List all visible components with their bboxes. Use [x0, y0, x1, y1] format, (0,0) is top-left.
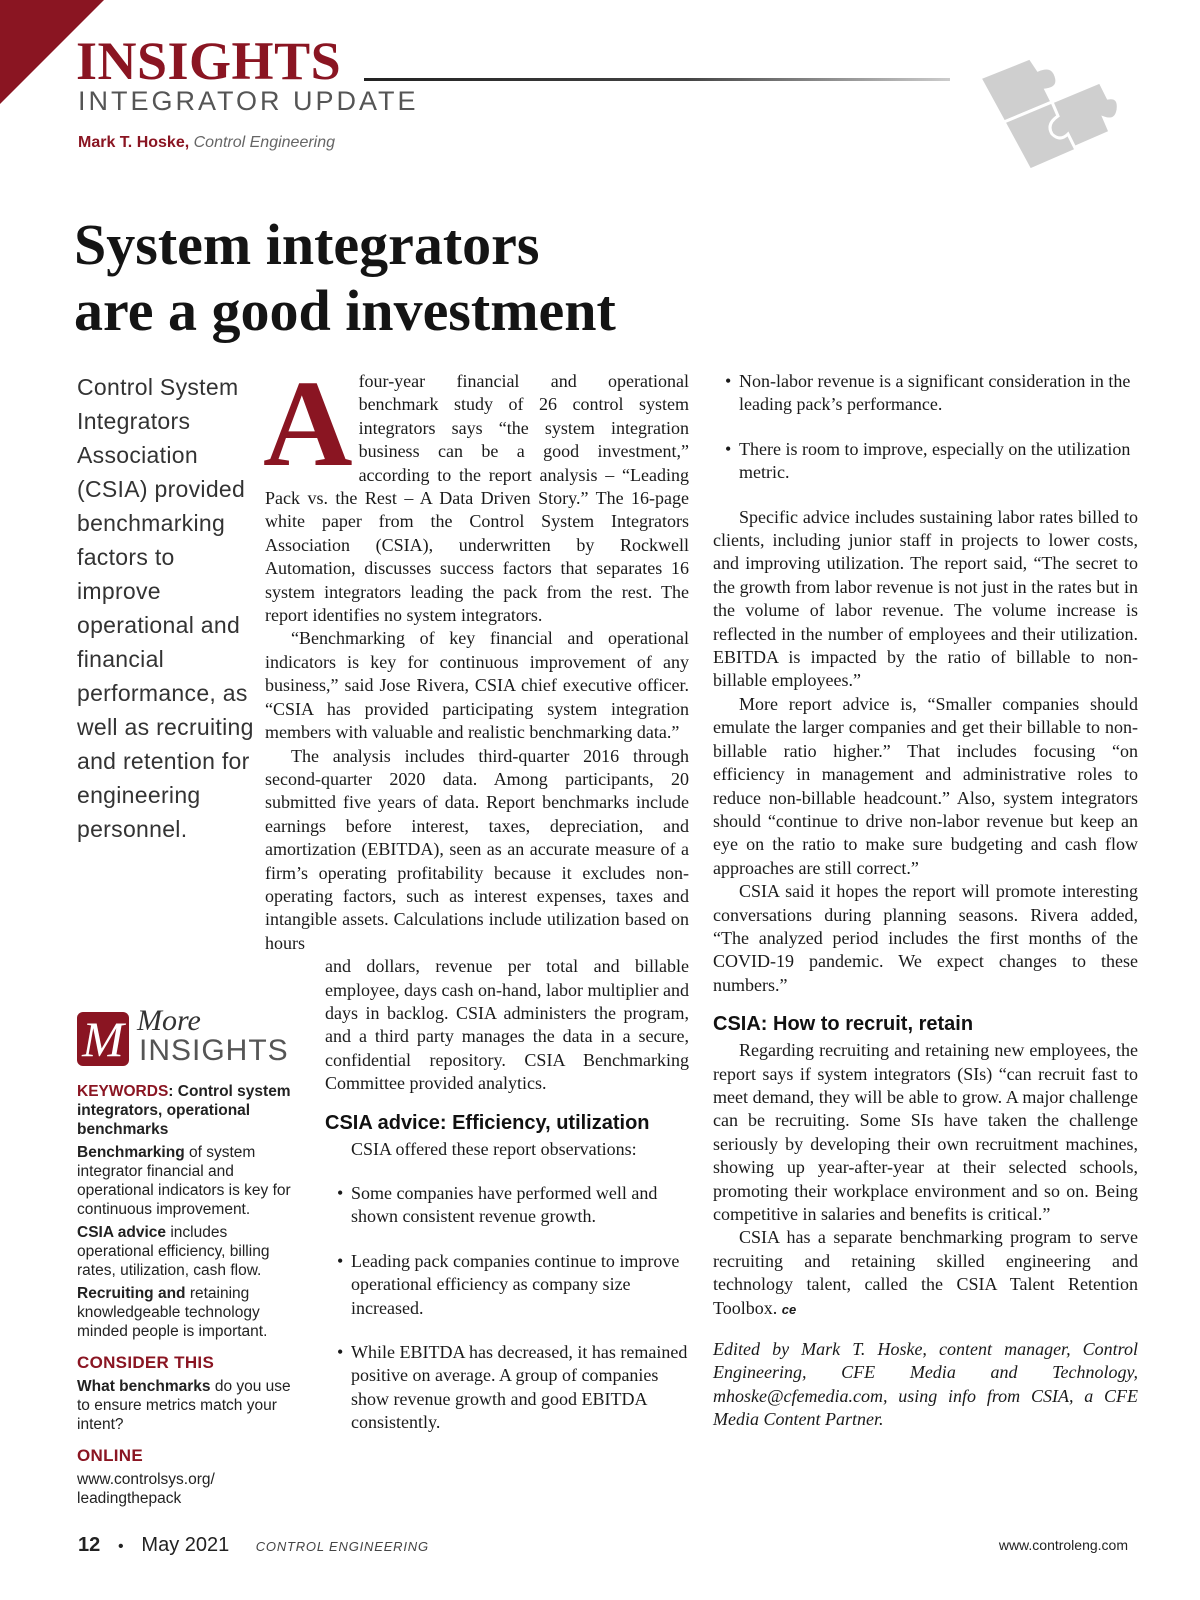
- issue-date: May 2021: [141, 1534, 230, 1556]
- list-item: • There is room to improve, especially on the utilization metric.: [713, 438, 1138, 485]
- editor-credit: Edited by Mark T. Hoske, content manager, Control Engineering, CFE Media and Technology, mhoske@cfemedia.com, using info from CSIA, a CFE Media Content Partner.: [713, 1339, 1138, 1430]
- paragraph: [263, 355, 689, 627]
- list-item: • Leading pack companies continue to improve operational efficiency as company size increased.: [325, 1250, 689, 1320]
- list-item: • Some companies have performed well and shown consistent revenue growth.: [325, 1182, 689, 1229]
- sidebar-item-text: includes operational efficiency, billing rates, utilization, cash flow.: [77, 1224, 270, 1279]
- logo-m-box: M: [77, 1012, 129, 1066]
- article-column-2: [713, 370, 1138, 1432]
- paragraph: Specific advice includes sustaining labor rates billed to clients, including junior staff in projects to lower costs, and improving utilization. The report said, “The secret to the growth from labor revenue is not just in the rates but in the volume of labor revenue. The volume increase is reflected in the number of employees and their utilization. EBITDA is impacted by the ratio of billable to non-billable employees.”: [713, 506, 1138, 691]
- article-headline: [74, 212, 834, 344]
- list-item: • While EBITDA has decreased, it has remained positive on average. A group of companies show revenue growth and good EBITDA consistently.: [325, 1341, 689, 1435]
- headline-line-1: System integrators: [74, 212, 540, 277]
- keywords-text: : Control system integrators, operational benchmarks: [77, 1083, 291, 1138]
- consider-lead: What benchmarks: [77, 1378, 211, 1395]
- paragraph-text: CSIA has a separate benchmarking program to serve recruiting and retaining skilled engineering and technology talent, called the CSIA Talent Retention Toolbox.: [713, 1227, 1138, 1318]
- sidebar-item: [77, 1284, 302, 1341]
- keywords: [77, 1082, 302, 1139]
- byline-publication: Control Engineering: [193, 134, 336, 151]
- kicker-rule: [364, 78, 950, 81]
- sidebar-item-text: retaining knowledgeable technology minded people is important.: [77, 1285, 268, 1340]
- online-link[interactable]: www.controlsys.org/ leadingthepack: [77, 1471, 215, 1507]
- page-footer: [78, 1535, 1128, 1557]
- paragraph: and dollars, revenue per total and billable employee, days cash on-hand, labor multiplier and days in backlog. CSIA administers the program, and a third party manages the data in a secure, confidential repository. CSIA Benchmarking Committee provided analytics.: [325, 956, 689, 1094]
- paragraph: Regarding recruiting and retaining new employees, the report says if system integrators (SIs) “can recruit fast to meet demand, they will be able to grow. A major challenge can be recruiting. Some SIs have taken the challenge seriously by developing their own recruitment machines, showing up year-after-year at their selected schools, promoting their workplace environment and so on. Being competitive in salaries and benefits is critical.”: [713, 1040, 1138, 1224]
- consider-label: CONSIDER THIS: [77, 1353, 215, 1372]
- subhead-efficiency: CSIA advice: Efficiency, utilization: [325, 1111, 650, 1134]
- subhead-recruit: CSIA: How to recruit, retain: [713, 1013, 974, 1036]
- keywords-label: KEYWORDS: [77, 1083, 169, 1100]
- logo-insights: INSIGHTS: [139, 1034, 289, 1067]
- consider-text: [77, 1377, 302, 1434]
- logo-more: More: [137, 1004, 201, 1037]
- more-insights-sidebar: [77, 1004, 302, 1512]
- website-link[interactable]: www.controleng.com: [998, 1537, 1128, 1553]
- online-label: ONLINE: [77, 1446, 144, 1465]
- paragraph: The analysis includes third-quarter 2016 through second-quarter 2020 data. Among participants, 20 submitted five years of data. Report benchmarks include earnings before interest, taxes, depreciation, and amortization (EBITDA), seen as an accurate measure of a firm’s operating profitability because it excludes non-operating factors, such as interest expenses, taxes and intangible assets. Calculations include utilization based on hours: [265, 745, 689, 953]
- article-column-1: [263, 355, 689, 1456]
- drop-cap: A: [263, 355, 353, 492]
- sidebar-item-lead: Recruiting and: [77, 1285, 186, 1302]
- paragraph: [713, 1226, 1138, 1320]
- observation-list-continued: [713, 370, 1138, 485]
- byline-author: Mark T. Hoske,: [78, 134, 190, 151]
- sidebar-item-text: of system integrator financial and operational indicators is key for continuous improvement.: [77, 1144, 291, 1218]
- paragraph-text: four-year financial and operational benchmark study of 26 control system integrators says “the system integration business can be a good investment,” according to the report analysis – “Leading Pack vs. the Rest – A Data Driven Story.” The 16-page white paper from the Control System Integrators Association (CSIA), underwritten by Rockwell Automation, discusses success factors that separates 16 system integrators leading the pack from the rest. The report identifies no system integrators.: [265, 371, 689, 626]
- paragraph: More report advice is, “Smaller companies should emulate the larger companies and get their billable to non-billable ratio higher.” That includes focusing “on efficiency in management and administrative roles to reduce non-billable headcount.” Also, system integrators should “continue to drive non-labor revenue but keep an eye on the ratio to make sure budgeting and cash flow approaches are still correct.”: [713, 693, 1138, 878]
- paragraph: CSIA said it hopes the report will promote interesting conversations during planning seasons. Rivera added, “The analyzed period includes the first months of the COVID-19 pandemic. We expect changes to these numbers.”: [713, 881, 1138, 995]
- byline: [78, 135, 335, 151]
- page-number: 12: [78, 1534, 101, 1556]
- paragraph: “Benchmarking of key financial and operational indicators is key for continuous improvement of any business,” said Jose Rivera, CSIA chief executive officer. “CSIA has provided participating system integration members with valuable and realistic benchmarking data.”: [265, 628, 689, 743]
- section-kicker: INSIGHTS: [76, 31, 342, 91]
- list-item: • Non-labor revenue is a significant consideration in the leading pack’s performance.: [713, 370, 1138, 417]
- puzzle-graphic: [960, 38, 1120, 188]
- footer-bullet: •: [118, 1538, 124, 1555]
- sidebar-item-lead: Benchmarking: [77, 1144, 185, 1161]
- consider-rest: do you use to ensure metrics match your intent?: [77, 1378, 291, 1433]
- end-mark: ce: [781, 1301, 797, 1317]
- more-insights-logo: [77, 1004, 302, 1070]
- sidebar-item: [77, 1143, 302, 1219]
- magazine-name: CONTROL ENGINEERING: [255, 1539, 429, 1554]
- article-deck: Control System Integrators Association (CSIA) provided benchmarking factors to improve operational and financial performance, as well as recruiting and retention for engineering personnel.: [77, 374, 254, 842]
- headline-line-2: are a good investment: [74, 278, 616, 343]
- column-continuation: [265, 955, 689, 1435]
- sidebar-item-lead: CSIA advice: [77, 1224, 167, 1241]
- paragraph: CSIA offered these report observations:: [351, 1138, 637, 1159]
- sidebar-item: [77, 1223, 302, 1280]
- observation-list: [325, 1182, 689, 1435]
- section-subkicker: INTEGRATOR UPDATE: [78, 86, 419, 116]
